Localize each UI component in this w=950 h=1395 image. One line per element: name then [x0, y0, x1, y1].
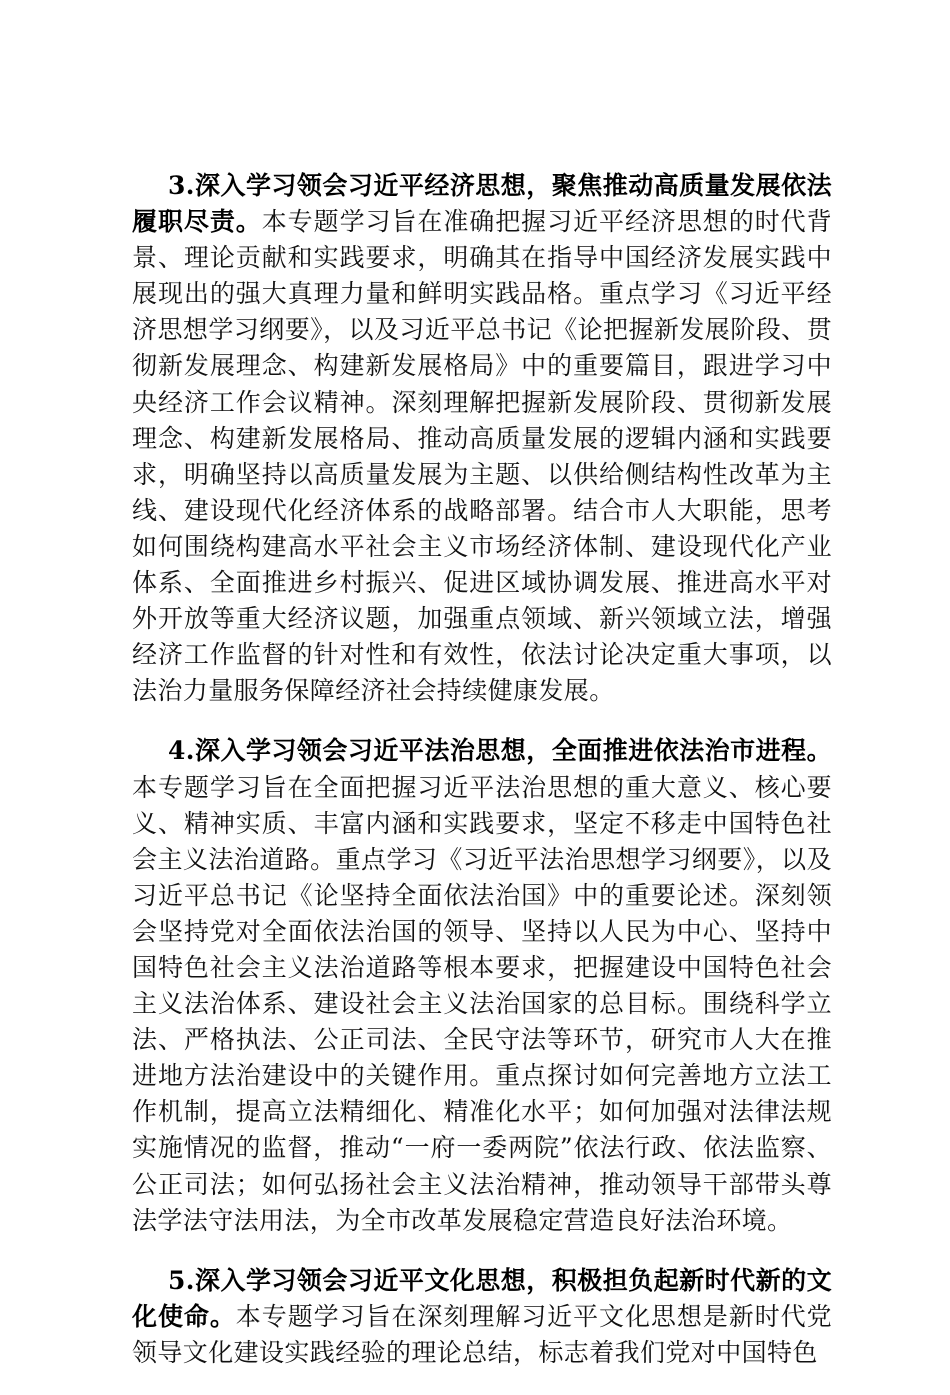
section-rule-of-law: [132, 733, 832, 1238]
section-body: 本专题学习旨在全面把握习近平法治思想的重大意义、核心要义、精神实质、丰富内涵和实践要求，坚定不移走中国特色社会主义法治道路。重点学习《习近平法治思想学习纲要》，以及习近平总书记《论坚持全面依法治国》中的重要论述。深刻领会坚持党对全面依法治国的领导、坚持以人民为中心、坚持中国特色社会主义法治道路等根本要求，把握建设中国特色社会主义法治体系、建设社会主义法治国家的总目标。围绕科学立法、严格执法、公正司法、全民守法等环节，研究市人大在推进地方法治建设中的关键作用。重点探讨如何完善地方立法工作机制，提高立法精细化、精准化水平；如何加强对法律法规实施情况的监督，推动“一府一委两院”依法行政、依法监察、公正司法；如何弘扬社会主义法治精神，推动领导干部带头尊法学法守法用法，为全市改革发展稳定营造良好法治环境。: [132, 772, 832, 1235]
section-culture: [132, 1263, 832, 1371]
document-page: [132, 168, 832, 1395]
section-heading: 5.深入学习领会习近平文化思想，积极担负起新时代新的文化使命。: [132, 1265, 832, 1331]
section-economy: [132, 168, 832, 709]
section-body: 本专题学习旨在准确把握习近平经济思想的时代背景、理论贡献和实践要求，明确其在指导中国经济发展实践中展现出的强大真理力量和鲜明实践品格。重点学习《习近平经济思想学习纲要》，以及习近平总书记《论把握新发展阶段、贯彻新发展理念、构建新发展格局》中的重要篇目，跟进学习中央经济工作会议精神。深刻理解把握新发展阶段、贯彻新发展理念、构建新发展格局、推动高质量发展的逻辑内涵和实践要求，明确坚持以高质量发展为主题、以供给侧结构性改革为主线、建设现代化经济体系的战略部署。结合市人大职能，思考如何围绕构建高水平社会主义市场经济体制、建设现代化产业体系、全面推进乡村振兴、促进区域协调发展、推进高水平对外开放等重大经济议题，加强重点领域、新兴领域立法，增强经济工作监督的针对性和有效性，依法讨论决定重大事项，以法治力量服务保障经济社会持续健康发展。: [132, 207, 832, 706]
section-heading: 4.深入学习领会习近平法治思想，全面推进依法治市进程。: [168, 736, 832, 766]
section-body: 本专题学习旨在深刻理解习近平文化思想是新时代党领导文化建设实践经验的理论总结，标志着我们党对中国特色: [132, 1301, 833, 1367]
section-heading: 3.深入学习领会习近平经济思想，聚焦推动高质量发展依法履职尽责。: [132, 171, 832, 237]
